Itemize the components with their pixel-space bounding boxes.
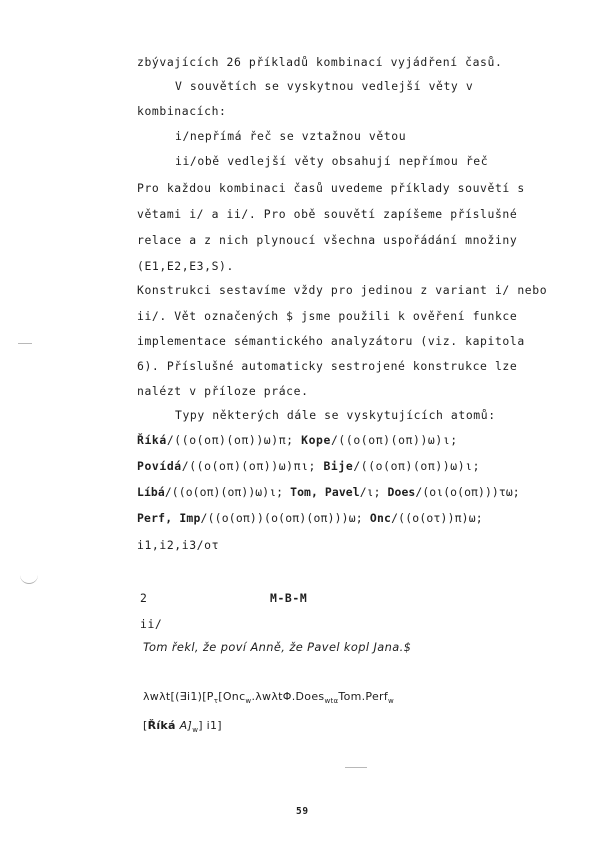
atom-type: /((o(oπ)(oπ))ω)ι; <box>353 459 481 473</box>
construction-text: [Onc <box>218 690 246 703</box>
text-line: větami i/ a ii/. Pro obě souvětí zapíšeme příslušné <box>137 207 518 221</box>
section-number: 2 <box>140 591 148 605</box>
text-line: kombinacích: <box>137 104 227 118</box>
example-sentence: Tom řekl, že poví Anně, že Pavel kopl Jana.$ <box>143 640 412 654</box>
section-title: M-B-M <box>270 591 308 605</box>
atom-name: Bije <box>323 459 354 473</box>
construction-line-1 <box>143 690 394 708</box>
text-line: ii/. Vět označených $ jsme použili k ověření funkce <box>137 309 518 323</box>
text-line: (E1,E2,E3,S). <box>137 259 234 273</box>
page-number: 59 <box>296 806 309 817</box>
list-item-ii: ii/obě vedlejší věty obsahují nepřímou řeč <box>175 154 489 168</box>
atom-type: /((o(oτ))π)ω; <box>391 511 483 525</box>
construction-text: Tom.Perf <box>338 690 389 703</box>
scan-mark <box>345 767 367 768</box>
atom-name: Onc <box>369 511 392 525</box>
text-line: nalézt v příloze práce. <box>137 384 309 398</box>
subscript: w <box>388 697 395 706</box>
construction-text: ] i1] <box>198 719 222 732</box>
index-vars: i1,i2,i3/oτ <box>137 538 220 552</box>
atom-types-row <box>137 511 483 525</box>
atom-name: Povídá <box>137 459 182 473</box>
text-line: implementace sémantického analyzátoru (viz. kapitola <box>137 334 525 348</box>
construction-text: .λwλtΦ.Does <box>251 690 325 703</box>
atom-type: /ι; <box>359 485 381 499</box>
construction-text: [ <box>143 719 148 732</box>
atom-name: Perf, Imp <box>137 511 201 525</box>
scan-mark <box>18 343 32 344</box>
atom-name: Říká <box>137 433 167 447</box>
atom-type: /((o(oπ)(oπ))ω)ι; <box>164 485 284 499</box>
atom-types-row <box>137 433 458 447</box>
atom-name: Tom, Pavel <box>290 485 360 499</box>
subscript: τ <box>213 697 219 706</box>
construction-atom: Říká <box>147 719 176 732</box>
construction-line-2 <box>143 719 222 737</box>
text-line: zbývajících 26 příkladů kombinací vyjádření časů. <box>137 55 503 69</box>
types-intro: Typy některých dále se vyskytujících atomů: <box>175 408 496 422</box>
construction-text: A] <box>179 719 193 732</box>
atom-type: /((o(oπ)(oπ))ω)πι; <box>181 459 316 473</box>
scan-mark <box>20 573 38 584</box>
subscript: w <box>245 697 252 706</box>
atom-name: Does <box>387 485 416 499</box>
atom-name: Kope <box>301 433 331 447</box>
atom-type: /((o(oπ))(o(oπ)(oπ)))ω; <box>200 511 363 525</box>
subscript: w <box>192 726 199 735</box>
text-line: relace a z nich plynoucí všechna uspořádání množiny <box>137 233 518 247</box>
text-line: Konstrukci sestavíme vždy pro jedinou z variant i/ nebo <box>137 283 548 297</box>
atom-types-row <box>137 485 520 499</box>
text-line: Pro každou kombinaci časů uvedeme příklady souvětí s <box>137 181 525 195</box>
atom-type: /(oι(o(oπ)))τω; <box>415 485 520 499</box>
atom-type: /((o(oπ)(oπ))ω)π; <box>166 433 294 447</box>
atom-name: Líbá <box>137 485 165 499</box>
atom-types-row <box>137 459 480 473</box>
list-item-i: i/nepřímá řeč se vztažnou větou <box>175 129 407 143</box>
variant-label: ii/ <box>140 617 163 631</box>
atom-type: /((o(oπ)(oπ))ω)ι; <box>330 433 458 447</box>
subscript: wtα <box>324 697 339 706</box>
text-line: 6). Příslušné automaticky sestrojené konstrukce lze <box>137 359 518 373</box>
construction-text: λwλt[(∃i1)[P <box>143 690 214 703</box>
text-line: V souvětích se vyskytnou vedlejší věty v <box>175 79 474 93</box>
